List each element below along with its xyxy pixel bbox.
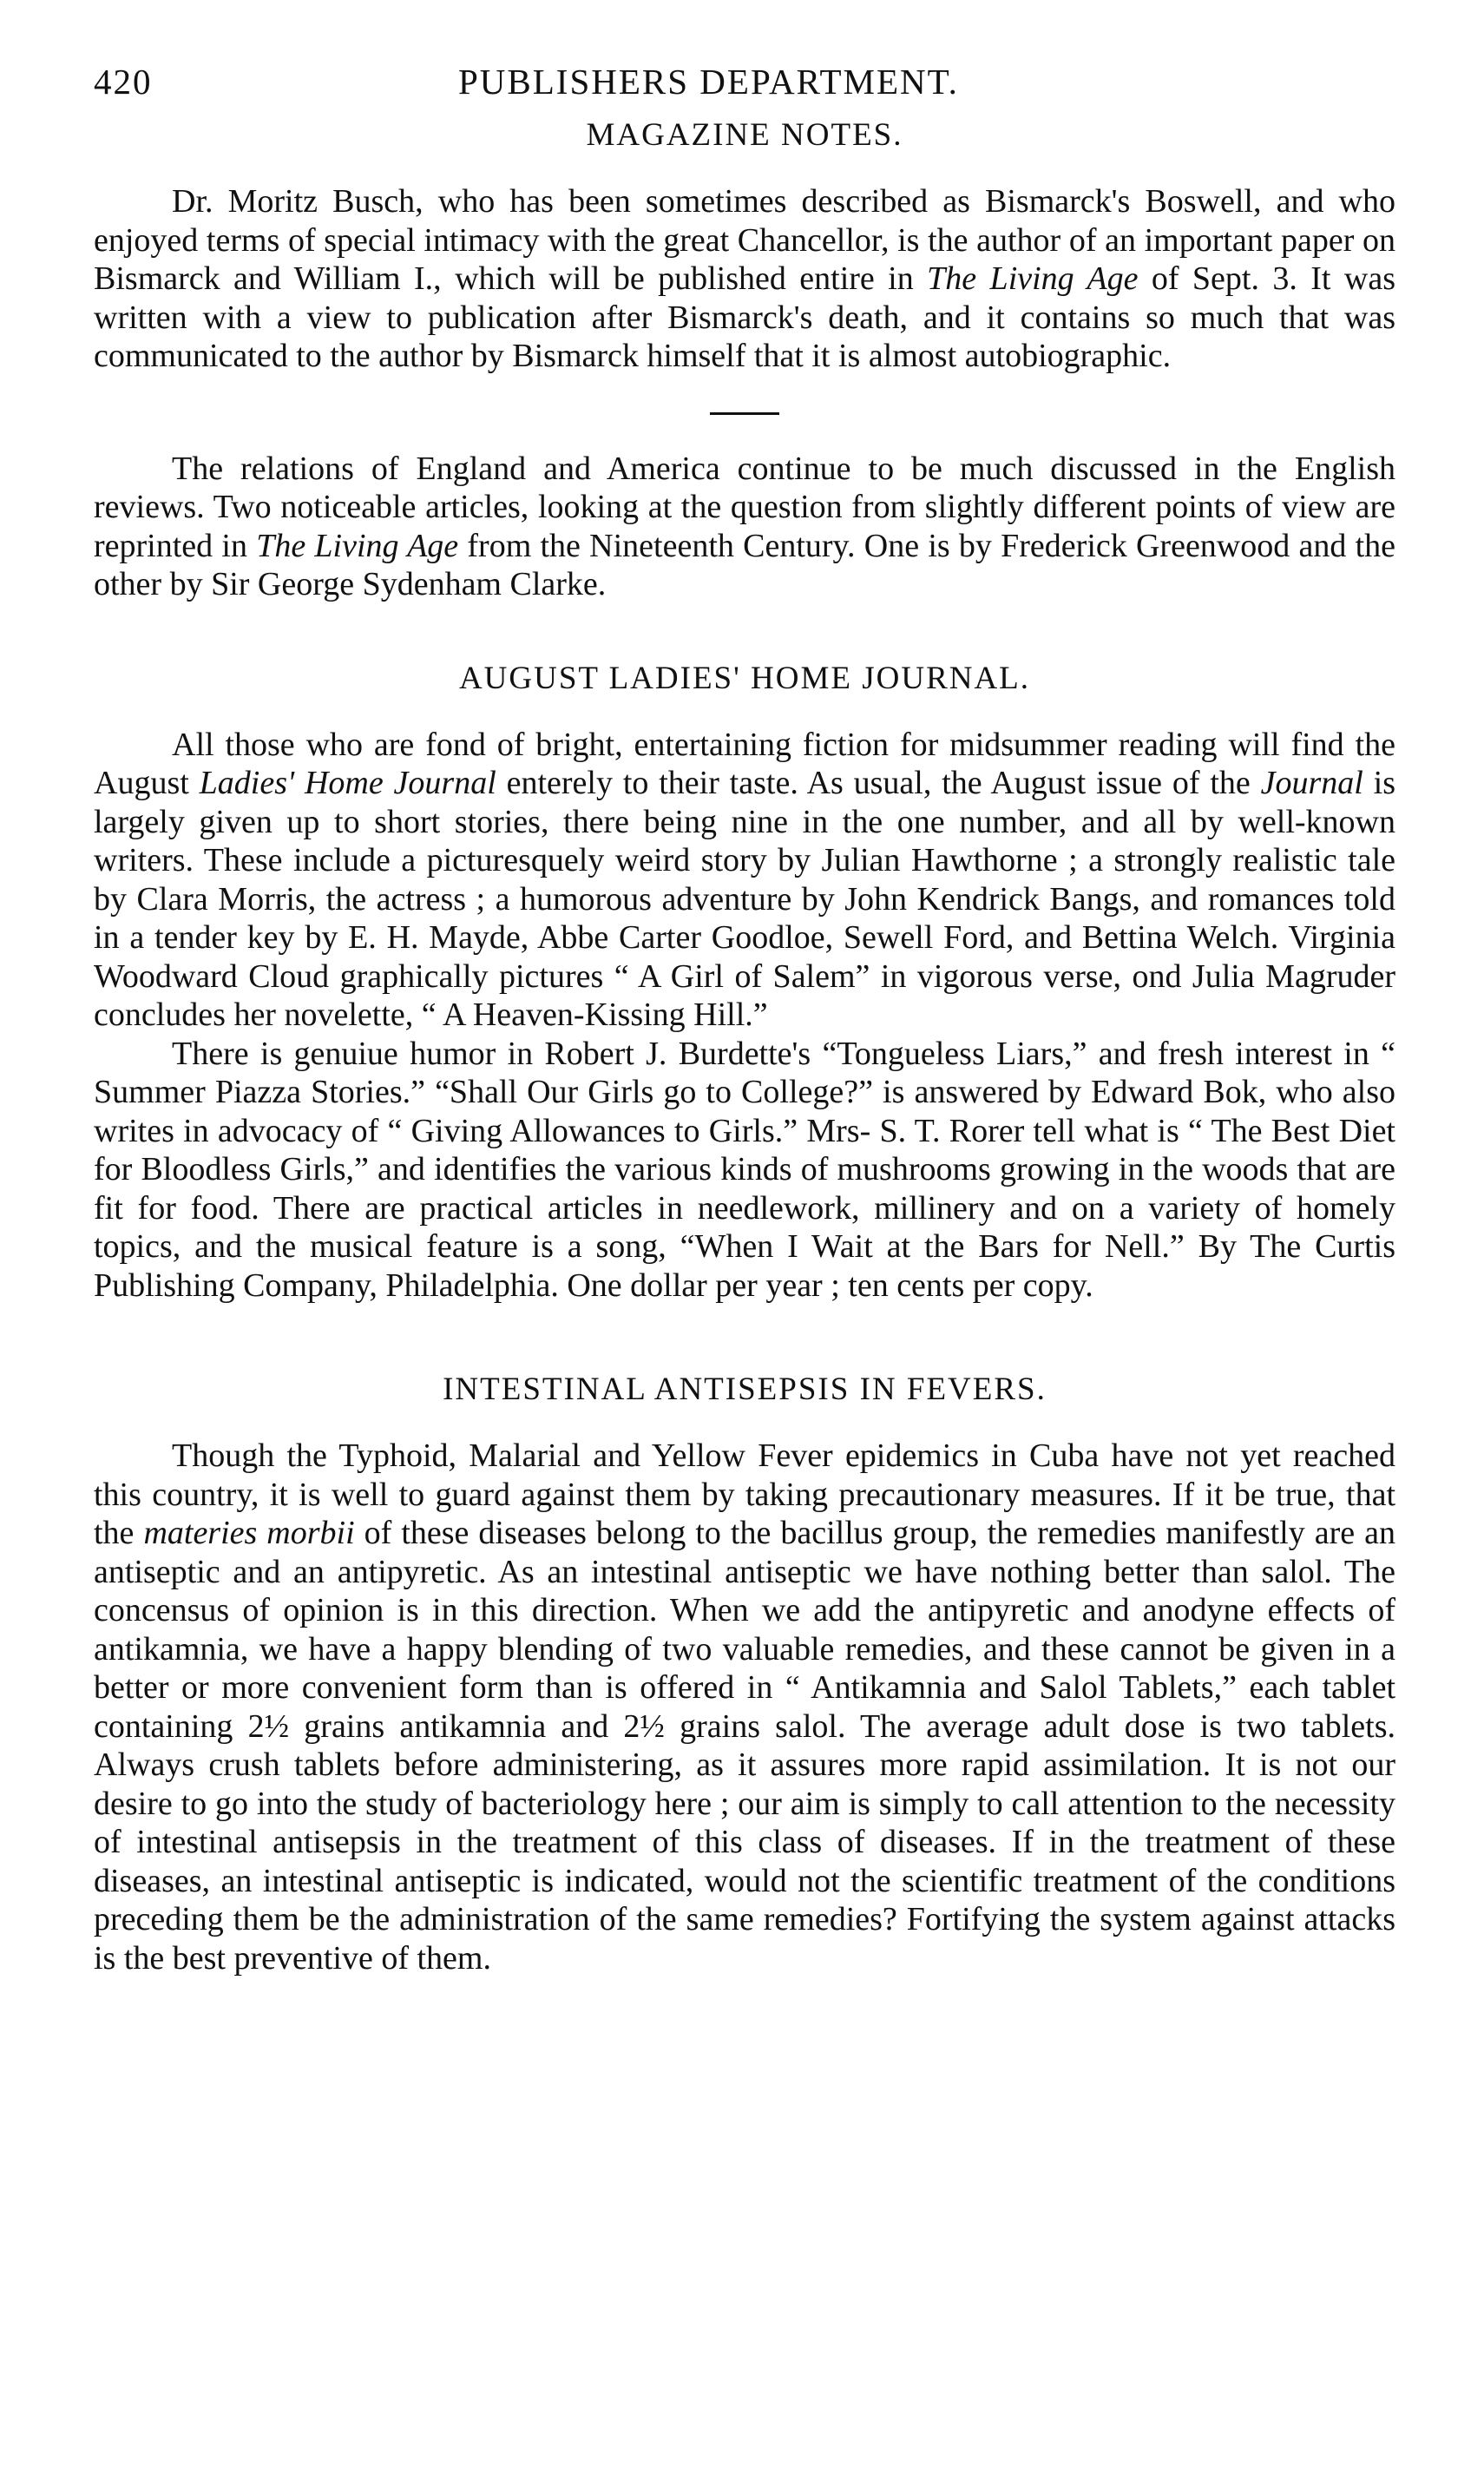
section-divider [710, 412, 779, 415]
page [94, 61, 1395, 1977]
paragraph-busch: Dr. Moritz Busch, who has been sometimes described as Bismarck's Boswell, and who enjoyed terms of special intimacy with the great Chancellor, is the author of an important paper on Bismarck and William I., which will be published entire in The Living Age of Sept. 3. It was written with a view to publication after Bismarck's death, and it contains so much that was communicated to the author by Bismarck himself that it is almost autobiographic. [94, 183, 1395, 374]
running-head [94, 61, 1395, 113]
running-title: PUBLISHERS DEPARTMENT. [458, 62, 959, 102]
paragraph-journal-fiction: All those who are fond of bright, entertaining fiction for midsummer reading will find the August Ladies' Home Journal enterely to their taste. As usual, the August issue of the Journal is largely given up to short stories, there being nine in the one number, and all by well-known writers. These include a picturesquely weird story by Julian Hawthorne ; a strongly realistic tale by Clara Morris, the actress ; a humorous adventure by John Kendrick Bangs, and romances told in a tender key by E. H. Mayde, Abbe Carter Goodloe, Sewell Ford, and Bettina Welch. Virginia Woodward Cloud graphically pictures “ A Girl of Salem” in vigorous verse, ond Julia Magruder concludes her novelette, “ A Heaven-Kissing Hill.” [94, 726, 1395, 1033]
italic-title: Ladies' Home Journal [199, 765, 496, 801]
italic-title: The Living Age [256, 527, 459, 564]
paragraph-journal-humor: There is genuiue humor in Robert J. Burdette's “Tongueless Liars,” and fresh interest in “ Summer Piazza Stories.” “Shall Our Girls go to College?” is answered by Edward Bok, who also writes in advocacy of “ Giving Allowances to Girls.” Mrs- S. T. Rorer tell what is “ The Best Diet for Bloodless Girls,” and identifies the various kinds of mushrooms growing in the woods that are fit for food. There are practical articles in needlework, millinery and on a variety of homely topics, and the musical feature is a song, “When I Wait at the Bars for Nell.” By The Curtis Publishing Company, Philadelphia. One dollar per year ; ten cents per copy. [94, 1035, 1395, 1304]
page-number: 420 [94, 62, 153, 102]
paragraph-antisepsis: Though the Typhoid, Malarial and Yellow Fever epidemics in Cuba have not yet reached this country, it is well to guard against them by taking precautionary measures. If it be true, that the materies morbii of these diseases belong to the bacillus group, the remedies manifestly are an antiseptic and an antipyretic. As an intestinal antiseptic we have nothing better than salol. The concensus of opinion is in this direction. When we add the antipyretic and anodyne effects of antikamnia, we have a happy blending of two valuable remedies, and these cannot be given in a better or more convenient form than is offered in “ Antikamnia and Salol Tablets,” each tablet containing 2½ grains antikamnia and 2½ grains salol. The average adult dose is two tablets. Always crush tablets before administering, as it assures more rapid assimilation. It is not our desire to go into the study of bacteriology here ; our aim is simply to call attention to the necessity of intestinal antisepsis in the treatment of this class of diseases. If in the treatment of these diseases, an intestinal antiseptic is indicated, would not the scientific treatment of the conditions preceding them be the administration of the same remedies? Fortifying the system against attacks is the best preventive of them. [94, 1437, 1395, 1977]
italic-term: materies morbii [143, 1515, 355, 1551]
paragraph-england-america: The relations of England and America continue to be much discussed in the English reviews. Two noticeable articles, looking at the question from slightly different points of view are reprinted in The Living Age from the Nineteenth Century. One is by Frederick Greenwood and the other by Sir George Sydenham Clarke. [94, 450, 1396, 602]
section-heading-intestinal-antisepsis: INTESTINAL ANTISEPSIS IN FEVERS. [443, 1372, 1047, 1407]
section-heading-magazine-notes: MAGAZINE NOTES. [586, 117, 903, 153]
italic-title: Journal [1260, 765, 1363, 801]
italic-title: The Living Age [927, 260, 1139, 297]
section-heading-ladies-home-journal: AUGUST LADIES' HOME JOURNAL. [458, 660, 1031, 696]
